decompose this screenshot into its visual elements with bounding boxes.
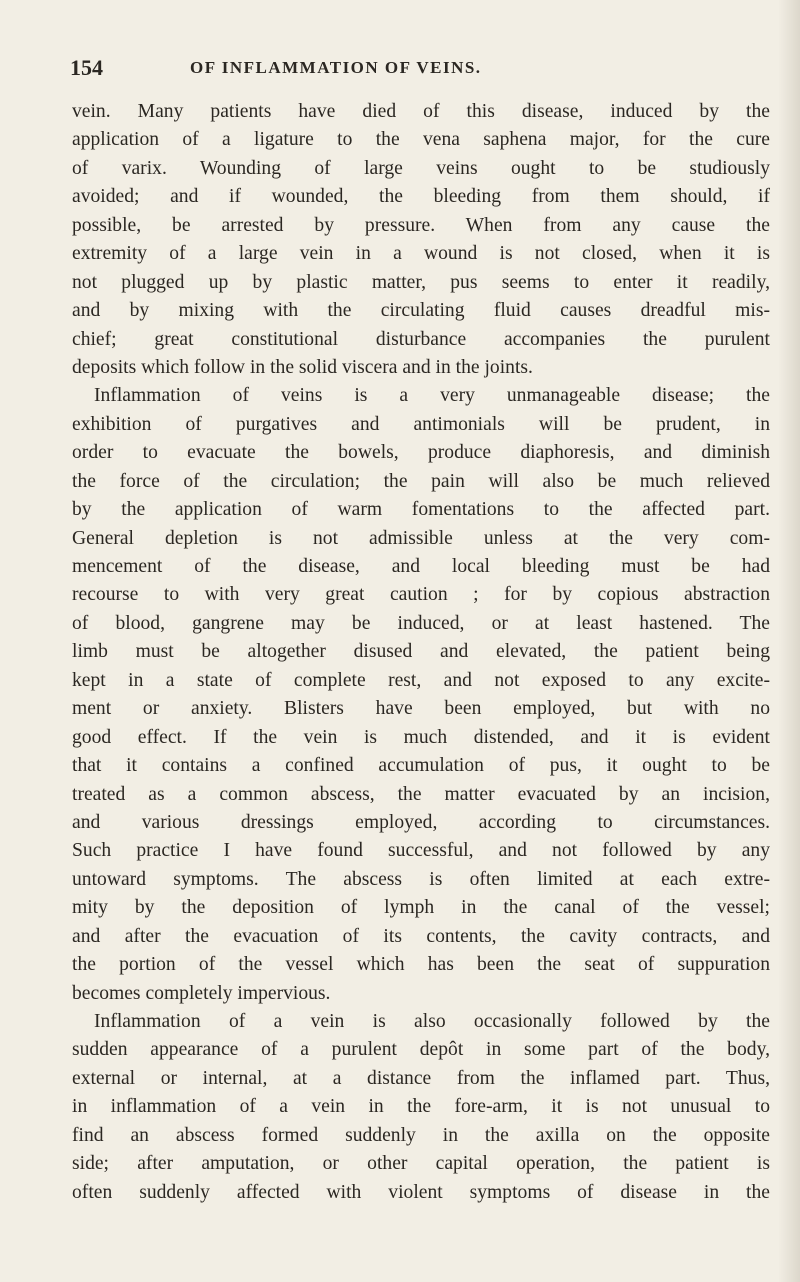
page-number: 154 bbox=[70, 55, 103, 80]
text-line: Such practice I have found successful, and not followed by any bbox=[72, 840, 770, 862]
text-line: untoward symptoms. The abscess is often limited at each extre- bbox=[72, 868, 770, 890]
text-line: ment or anxiety. Blisters have been employed, but with no bbox=[72, 698, 770, 720]
text-line: the portion of the vessel which has been the seat of suppuration bbox=[72, 954, 770, 976]
text-line: Inflammation of veins is a very unmanageable disease; the bbox=[94, 385, 770, 407]
text-line: find an abscess formed suddenly in the axilla on the opposite bbox=[72, 1124, 770, 1146]
text-line: treated as a common abscess, the matter evacuated by an incision, bbox=[72, 783, 770, 805]
text-line: mity by the deposition of lymph in the canal of the vessel; bbox=[72, 897, 770, 919]
text-line: and various dressings employed, according to circumstances. bbox=[72, 811, 770, 833]
text-line: deposits which follow in the solid viscera and in the joints. bbox=[72, 356, 533, 378]
text-line: sudden appearance of a purulent depôt in some part of the body, bbox=[72, 1039, 770, 1061]
text-line: possible, be arrested by pressure. When from any cause the bbox=[72, 214, 770, 236]
page-edge-shadow bbox=[778, 0, 800, 1282]
text-line: Inflammation of a vein is also occasionally followed by the bbox=[94, 1011, 770, 1032]
text-line: mencement of the disease, and local bleeding must be had bbox=[72, 556, 770, 577]
text-line: not plugged up by plastic matter, pus seems to enter it readily, bbox=[72, 271, 770, 293]
text-line: becomes completely impervious. bbox=[72, 982, 331, 1004]
text-line: application of a ligature to the vena saphena major, for the cure bbox=[72, 129, 770, 151]
text-line: the force of the circulation; the pain will also be much relieved bbox=[72, 470, 770, 492]
text-line: and by mixing with the circulating fluid causes dreadful mis- bbox=[72, 300, 770, 322]
text-line: in inflammation of a vein in the fore-arm, it is not unusual to bbox=[72, 1096, 770, 1118]
text-line: vein. Many patients have died of this disease, induced by the bbox=[72, 101, 770, 122]
text-line: exhibition of purgatives and antimonials will be prudent, in bbox=[72, 413, 770, 435]
body-text bbox=[72, 98, 770, 1207]
text-line: chief; great constitutional disturbance accompanies the purulent bbox=[72, 328, 770, 350]
text-line: often suddenly affected with violent symptoms of disease in the bbox=[72, 1181, 770, 1203]
text-line: extremity of a large vein in a wound is not closed, when it is bbox=[72, 243, 770, 265]
text-line: good effect. If the vein is much distended, and it is evident bbox=[72, 726, 770, 748]
text-line: of blood, gangrene may be induced, or at least hastened. The bbox=[72, 612, 770, 634]
text-line: kept in a state of complete rest, and not exposed to any excite- bbox=[72, 669, 770, 691]
text-line: external or internal, at a distance from the inflamed part. Thus, bbox=[72, 1067, 770, 1089]
text-line: recourse to with very great caution ; for by copious abstraction bbox=[72, 584, 770, 606]
text-line: avoided; and if wounded, the bleeding from them should, if bbox=[72, 186, 770, 208]
text-line: General depletion is not admissible unless at the very com- bbox=[72, 527, 770, 549]
text-line: order to evacuate the bowels, produce diaphoresis, and diminish bbox=[72, 442, 770, 464]
text-line: that it contains a confined accumulation of pus, it ought to be bbox=[72, 755, 770, 777]
running-title: OF INFLAMMATION OF VEINS. bbox=[190, 58, 482, 77]
text-line: of varix. Wounding of large veins ought to be studiously bbox=[72, 157, 770, 179]
text-line: and after the evacuation of its contents, the cavity contracts, and bbox=[72, 925, 770, 947]
text-line: by the application of warm fomentations to the affected part. bbox=[72, 499, 770, 521]
text-line: limb must be altogether disused and elevated, the patient being bbox=[72, 641, 770, 663]
text-line: side; after amputation, or other capital operation, the patient is bbox=[72, 1153, 770, 1175]
